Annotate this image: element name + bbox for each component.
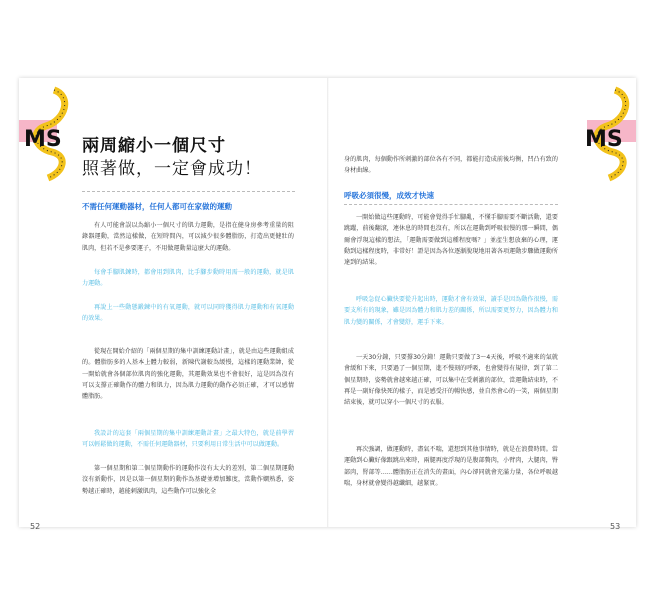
paragraph-continuation: 身的肌肉，每個動作所刺激的部位各有不同，都能打造成前後均衡，凹凸有致的身材曲線。 [344, 156, 558, 175]
page-title: 兩周縮小一個尺寸 [82, 136, 226, 156]
paragraph: 一開始做這些運動時，可能會覺得手忙腳亂，不懂手腳需要不斷活動，還要跳躍，前後翻滾，連休息的時間也沒有，所以在運動到呼吸很慢的那一瞬間，偶爾會浮現這樣的想法，「運動需要做到這種程度嗎？」並產生想放棄的心理，運動到這樣程度時，非常好！證是因為各位逐漸脫現地用著各項運動步驟做運動所達到的結果。 [344, 214, 558, 267]
paragraph-highlight: 再說上一些動態鍛鍊中的有氧運動，就可以同時獲得肌力運動和有氧運動的效果。 [82, 304, 294, 323]
paragraph: 第一個星期和第二個星期動作的運動作沒有太大的差別，第二個星期運動沒有新動作，因是以第一個星期的動作為基礎並增加難度，當動作嫻熟悉，姿勢越正確時，越能刺激肌肉，這些動作可以強化全 [82, 465, 294, 495]
logo-letters-left: MS [24, 127, 62, 152]
page-number-right: 53 [610, 522, 621, 531]
divider [82, 191, 295, 192]
measuring-tape-logo-right [585, 86, 637, 186]
paragraph-highlight: 每會手腳肌鍊時，都會用到肌肉，比手腳步動時用需一般的運動，就是肌力運動。 [82, 269, 294, 288]
divider [344, 204, 558, 205]
paragraph-highlight: 我設計的這套「兩個星期的集中訓練運動計畫」之最大特色，就是前學習可以輕鬆做的運動，不需任何運動器材，只要利用日常生活中可以做運動。 [82, 430, 294, 449]
logo-letters-right: MS [585, 127, 623, 152]
section-heading-left: 不需任何運動器材，任何人都可在家做的運動 [82, 202, 232, 211]
page-subtitle: 照著做，一定會成功！ [82, 159, 262, 179]
book-gutter [327, 78, 329, 527]
section-heading-right: 呼吸必須很慢，成效才快速 [344, 191, 434, 200]
paragraph: 再次強調，做運動時，盡氣不喘，還想到其他事情時，就是在浪費時間。當運動到心臟好像跟跳出來時，兩腿再度浮現的是腹部贅肉，小臂肉，大腿肉，臀部肉，腎部等……體脂肪正在消失的畫面，內心卻同就會充滿力量，各位呼吸越喘，身材就會變得越纖細，越緊實。 [344, 446, 558, 487]
paragraph: 一天30分鐘，只要撐30分鐘！運動只要做了3～4天後，呼吸不適來的氣就會緩和下來，只要過了一個星期，進不慢刻的呼吸，也會變得有規律，到了第二個星期時，姿勢就會越來越正確，可以集中在受刺激的部位，當運動結束時，不再是一副好像快死的樣子，而是感受汗的暢快感，並自然會心的一笑，兩個星期結束後，就可以穿小一個尺寸的衣服。 [344, 354, 558, 407]
paragraph-highlight: 呼吸急促心臟快要從升起出時，運動才會有效果，讀手是因為動作很慢，需要支所有的現象，雖是因為體力和肌力差的關係，所以需要更努力，因為體力和肌力變的關係，才會變舒，運手下來。 [344, 296, 558, 326]
measuring-tape-logo-left [24, 86, 76, 186]
paragraph: 從現在開始介紹的「兩個星期的集中訓練運動計畫」，就是由這些運動組成的。體脂肪多的人基本上體力較弱，新陳代謝較為緩慢，這樣的運動業帥，從一開始就會各個部位肌肉的強化運動，其運動效果也不會很好，這是因為沒有可以支撐正確動作的體力和肌力，因為肌力運動的動作必須正確，才可以感情體脂肪。 [82, 348, 294, 401]
paragraph: 有人可能會誤以為縮小一個尺寸的肌力運動，是指在健身房參考重量的阻錄器運動，當然這樣做，在短時間內，可以減少很多體脂肪，打造出更健壯的肌肉，但若不是參要運子，不用做運動量這麼大的運動。 [82, 222, 294, 252]
page-number-left: 52 [30, 522, 41, 531]
